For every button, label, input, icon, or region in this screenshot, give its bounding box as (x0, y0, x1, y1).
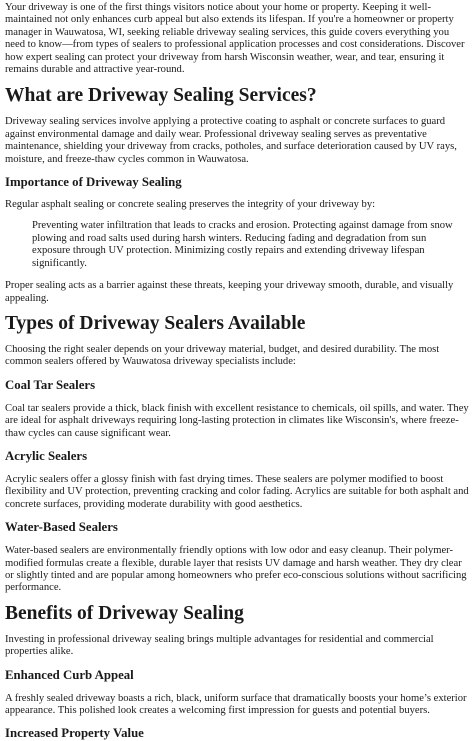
paragraph-coal-tar: Coal tar sealers provide a thick, black finish with excellent resistance to chemicals, oil spills, and water. They are ideal for asphalt driveways requiring long-lasting protection in climates like Wisconsin's, where freeze-thaw cycles can cause significant wear. (5, 402, 469, 439)
heading-what-are-sealing-services: What are Driveway Sealing Services? (5, 85, 317, 107)
paragraph-acrylic: Acrylic sealers offer a glossy finish with fast drying times. These sealers are polymer modified to boost flexibility and UV protection, preventing cracking and color fading. Acrylics are suitable for both asphalt and concrete surfaces, providing moderate durability with good aesthetics. (5, 473, 469, 510)
importance-benefits-quote: Preventing water infiltration that leads to cracks and erosion. Protecting against damage from snow plowing and road salts used during harsh winters. Reducing fading and degradation from sun exposure through UV protection. Minimizing costly repairs and extending driveway lifespan significantly. (32, 220, 453, 269)
heading-types-of-sealers: Types of Driveway Sealers Available (5, 312, 306, 334)
heading-property-value: Increased Property Value (5, 726, 144, 741)
paragraph-curb-appeal: A freshly sealed driveway boasts a rich, black, uniform surface that dramatically boosts your home’s exterior appearance. This polished look creates a welcoming first impression for guests and potential buyers. (5, 692, 467, 716)
paragraph-sealing-services: Driveway sealing services involve applying a protective coating to asphalt or concrete surfaces to guard against environmental damage and daily wear. Professional driveway sealing serves as preventative maintenance, shielding your driveway from cracks, potholes, and surface deterioration caused by UV rays, moisture, and freeze-thaw cycles common in Wauwatosa. (5, 116, 457, 165)
heading-benefits: Benefits of Driveway Sealing (5, 602, 244, 624)
paragraph-types-intro: Choosing the right sealer depends on your driveway material, budget, and desired durability. The most common sealers offered by Wauwatosa driveway specialists include: (5, 343, 440, 368)
intro-paragraph: Your driveway is one of the first things visitors notice about your home or property. Keeping it well-maintained not only enhances curb appeal but also extends its lifespan. If you're a homeowner or property manager in Wauwatosa, WI, seeking reliable driveway sealing services, this guide covers everything you need to know—from types of sealers to professional application processes and cost considerations. Discover how expert sealing can protect your driveway from harsh Wisconsin weather, wear, and tear, ensuring it remains durable and attractive year-round. (5, 2, 465, 76)
heading-curb-appeal: Enhanced Curb Appeal (5, 667, 134, 682)
heading-acrylic: Acrylic Sealers (5, 448, 88, 463)
heading-water-based: Water-Based Sealers (5, 520, 118, 535)
paragraph-benefits-intro: Investing in professional driveway sealing brings multiple advantages for residential and commercial properties alike. (5, 633, 434, 658)
paragraph-water-based: Water-based sealers are environmentally friendly options with low odor and easy cleanup. Their polymer-modified formulas create a flexible, durable layer that resists UV damage and harsh weather. They dry clear or slightly tinted and are popular among homeowners who prefer eco-conscious solutions without sacrificing performance. (5, 545, 467, 594)
paragraph-barrier: Proper sealing acts as a barrier against these threats, keeping your driveway smooth, durable, and visually appealing. (5, 280, 454, 304)
heading-coal-tar: Coal Tar Sealers (5, 377, 96, 392)
heading-importance: Importance of Driveway Sealing (5, 175, 182, 190)
paragraph-importance-lead: Regular asphalt sealing or concrete sealing preserves the integrity of your driveway by: (5, 199, 376, 211)
